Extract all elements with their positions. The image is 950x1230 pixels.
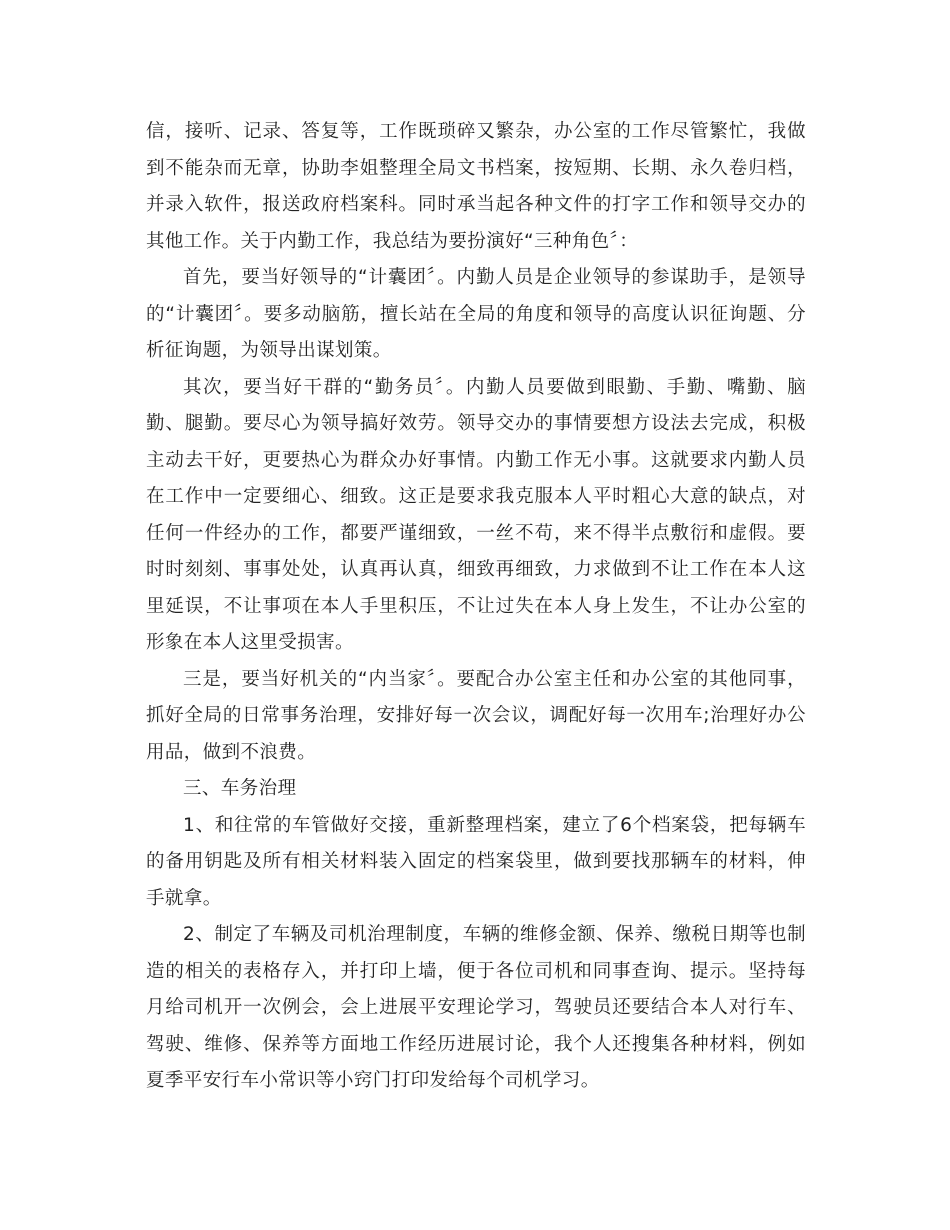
paragraph-vehicle-item-2: 2、制定了车辆及司机治理制度，车辆的维修金额、保养、缴税日期等也制造的相关的表格存入，并打印上墙，便于各位司机和同事查询、提示。坚持每月给司机开一次例会，会上进展平安理论学习，驾驶员还要结合本人对行车、驾驶、维修、保养等方面地工作经历进展讨论，我个人还搜集各种材料，例如夏季平安行车小常识等小窍门打印发给每个司机学习。 <box>146 924 806 1091</box>
paragraph-role-servant: 其次，要当好干群的“勤务员〞。内勤人员要做到眼勤、手勤、嘴勤、脑勤、腿勤。要尽心为领导搞好效劳。领导交办的事情要想方设法去完成，积极主动去干好，更要热心为群众办好事情。内勤工作无小事。这就要求内勤人员在工作中一定要细心、细致。这正是要求我克服本人平时粗心大意的缺点，对任何一件经办的工作，都要严谨细致，一丝不苟，来不得半点敷衍和虚假。要时时刻刻、事事处处，认真再认真，细致再细致，力求做到不让工作在本人这里延误，不让事项在本人手里积压，不让过失在本人身上发生，不让办公室的形象在本人这里受损害。 <box>146 376 806 653</box>
document-body <box>146 114 806 1100</box>
paragraph-continuation: 信，接听、记录、答复等，工作既琐碎又繁杂，办公室的工作尽管繁忙，我做到不能杂而无章，协助李姐整理全局文书档案，按短期、长期、永久卷归档，并录入软件，报送政府档案科。同时承当起各种文件的打字工作和领导交办的其他工作。关于内勤工作，我总结为要扮演好“三种角色〞： <box>146 121 806 252</box>
paragraph-role-advisor: 首先，要当好领导的“计囊团〞。内勤人员是企业领导的参谋助手，是领导的“计囊团〞。要多动脑筋，擅长站在全局的角度和领导的高度认识征询题、分析征询题，为领导出谋划策。 <box>146 267 806 361</box>
paragraph-role-housekeeper: 三是，要当好机关的“内当家〞。要配合办公室主任和办公室的其他同事，抓好全局的日常事务治理，安排好每一次会议，调配好每一次用车;治理好办公用品，做到不浪费。 <box>146 668 806 763</box>
paragraph-vehicle-item-1: 1、和往常的车管做好交接，重新整理档案，建立了6个档案袋，把每辆车的备用钥匙及所有相关材料装入固定的档案袋里，做到要找那辆车的材料，伸手就拿。 <box>146 814 806 909</box>
section-heading-vehicle-management: 三、车务治理 <box>183 778 297 799</box>
